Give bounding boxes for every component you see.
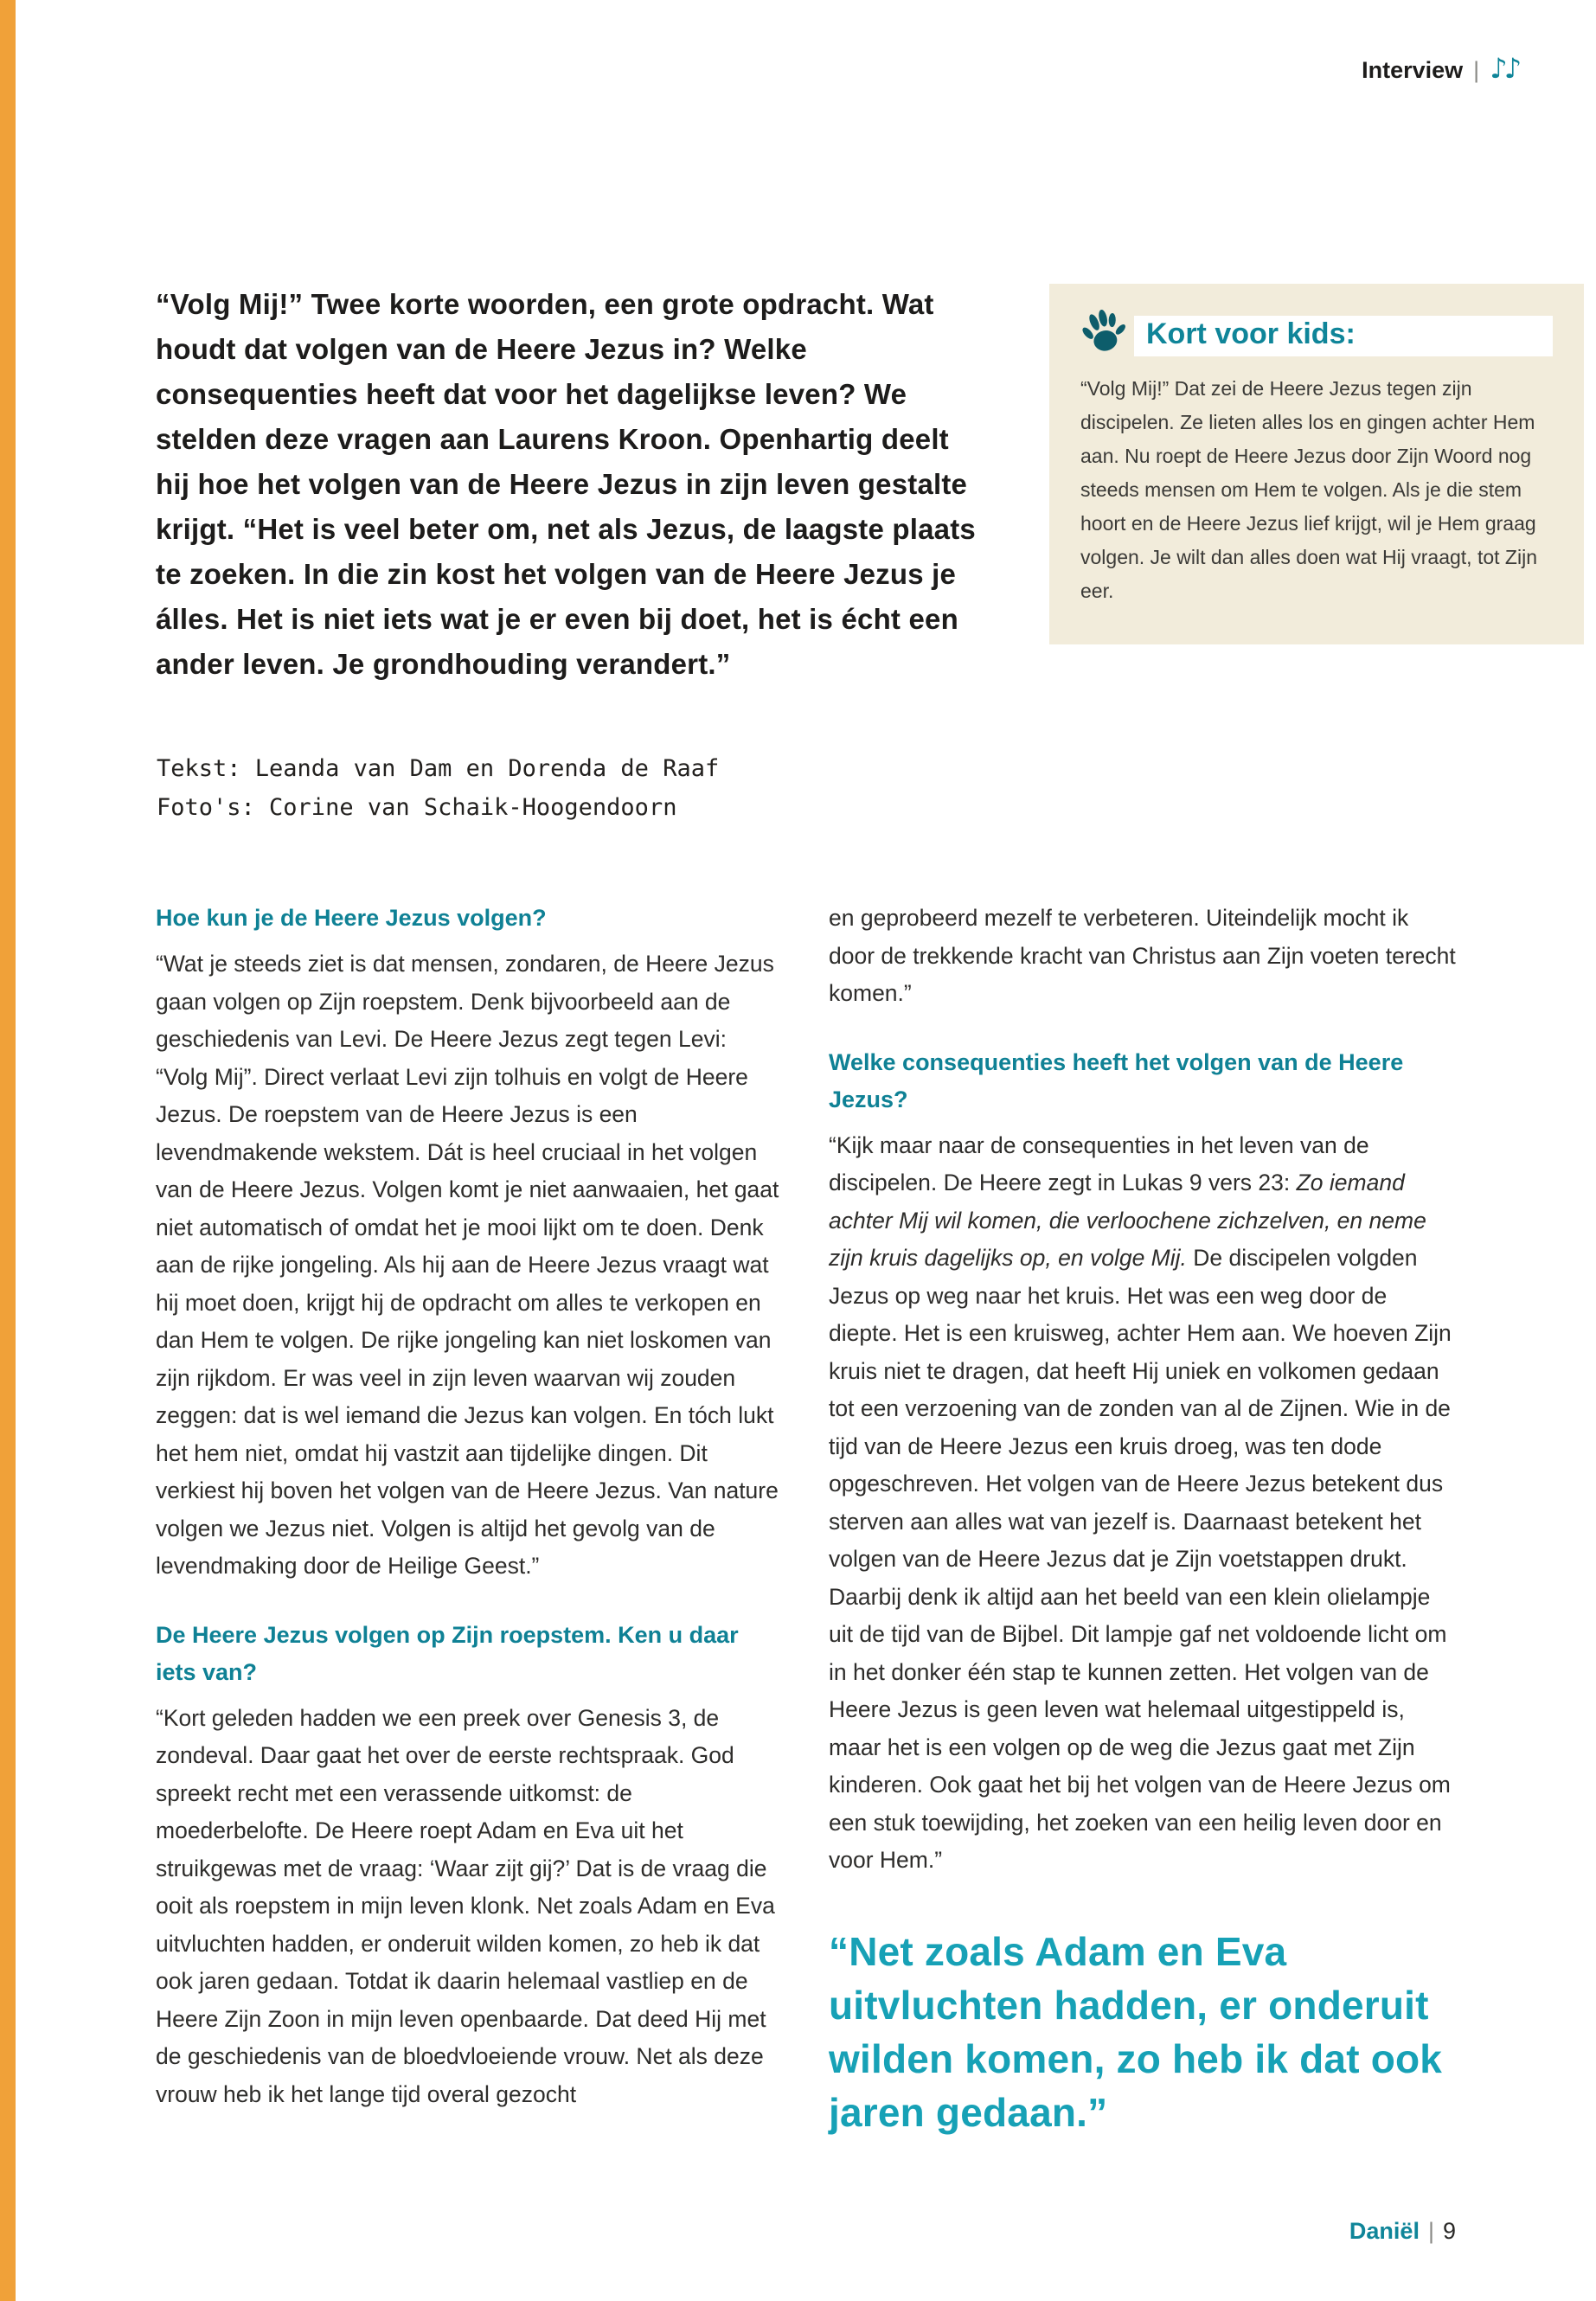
article-column-right	[829, 900, 1457, 2144]
kids-box-title: Kort voor kids:	[1134, 316, 1553, 356]
magazine-title: Daniël	[1349, 2218, 1420, 2244]
article-paragraph	[829, 1127, 1457, 1880]
page-footer	[1349, 2218, 1456, 2245]
paragraph-text: “Kijk maar naar de consequenties in het leven van de discipelen. De Heere zegt in Lukas 9 vers 23:	[829, 1131, 1369, 1195]
pull-quote: “Net zoals Adam en Eva uitvluchten hadden, er onderuit wilden komen, zo heb ik dat ook jaren gedaan.”	[829, 1928, 1443, 2135]
handprint-icon	[1080, 310, 1127, 356]
footer-separator: |	[1427, 2218, 1434, 2244]
kids-box-body: “Volg Mij!” Dat zei de Heere Jezus tegen zijn discipelen. Ze lieten alles los en gingen achter Hem aan. Nu roept de Heere Jezus door Zijn Woord nog steeds mensen om Hem te volgen. Als je die stem hoort en de Heere Jezus lief krijgt, wil je Hem graag volgen. Je wilt dan alles doen wat Hij vraagt, tot Zijn eer.	[1080, 377, 1537, 602]
music-notes-icon: ♪♪	[1490, 52, 1518, 85]
page-number: 9	[1442, 2218, 1456, 2244]
article-paragraph: “Kort geleden hadden we een preek over Genesis 3, de zondeval. Daar gaat het over de eerste rechtspraak. God spreekt recht met een verassende uitkomst: de moederbelofte. De Heere roept Adam en Eva uit het struikgewas met de vraag: ‘Waar zijt gij?’ Dat is de vraag die ooit als roepstem in mijn leven klonk. Net zoals Adam en Eva uitvluchten hadden, er onderuit wilden komen, zo heb ik dat ook jaren gedaan. Totdat ik daarin helemaal vastliep en de Heere Zijn Zoon in mijn leven openbaarde. Dat deed Hij met de geschiedenis van de bloedvloeiende vrouw. Net als deze vrouw heb ik het lange tijd overal gezocht	[156, 1704, 775, 2107]
kids-box-title-row	[1080, 310, 1553, 356]
article-column-left	[156, 900, 784, 2144]
left-accent-bar	[0, 0, 16, 2301]
byline-photo-credit: Foto's: Corine van Schaik-Hoogendoorn	[157, 794, 677, 821]
article-section	[829, 1044, 1457, 1880]
header-separator: |	[1473, 56, 1480, 83]
section-heading: Hoe kun je de Heere Jezus volgen?	[156, 905, 547, 931]
section-heading: De Heere Jezus volgen op Zijn roepstem. Ken u daar iets van?	[156, 1621, 739, 1685]
article-columns	[156, 900, 1457, 2144]
section-label: Interview	[1362, 56, 1464, 83]
byline	[157, 749, 719, 827]
kids-sidebar-box	[1049, 284, 1584, 644]
byline-text-credit: Tekst: Leanda van Dam en Dorenda de Raaf	[157, 755, 720, 782]
scripture-quote: Zo iemand achter Mij wil komen, die verloochene zichzelven, en neme zijn kruis dagelijks op, en volge Mij.	[829, 1170, 1426, 1271]
article-section	[156, 1617, 784, 2114]
paragraph-text: De discipelen volgden Jezus op weg naar het kruis. Het was een weg door de diepte. Het is een kruisweg, achter Hem aan. We hoeven Zijn kruis niet te dragen, dat heeft Hij uniek en volkomen gedaan tot een verzoening van de zonden van al de Zijnen. Wie in de tijd van de Heere Jezus een kruis droeg, was ten dode opgeschreven. Het volgen van de Heere Jezus betekent dus sterven aan alles wat van jezelf is. Daarnaast betekent het volgen van de Heere Jezus dat je Zijn voetstappen drukt. Daarbij denk ik altijd aan het beeld van een klein olielampje uit de tijd van de Bijbel. Dit lampje gaf net voldoende licht om in het donker één stap te kunnen zetten. Het volgen van de Heere Jezus is geen leven wat helemaal uitgestippeld is, maar het is een volgen op de weg die Jezus gaat met Zijn kinderen. Ook gaat het bij het volgen van de Heere Jezus om een stuk toewijding, het zoeken van een heilig leven door en voor Hem.”	[829, 1245, 1452, 1873]
article-paragraph: “Wat je steeds ziet is dat mensen, zondaren, de Heere Jezus gaan volgen op Zijn roepstem. Denk bijvoorbeeld aan de geschiedenis van Levi. De Heere Jezus zegt tegen Levi: “Volg Mij”. Direct verlaat Levi zijn tolhuis en volgt de Heere Jezus. De roepstem van de Heere Jezus is een levendmakende wekstem. Dát is heel cruciaal in het volgen van de Heere Jezus. Volgen komt je niet aanwaaien, het gaat niet automatisch of omdat het je mooi lijkt om te doen. Denk aan de rijke jongeling. Als hij aan de Heere Jezus vraagt wat hij moet doen, krijgt hij de opdracht om alles te verkopen en dan Hem te volgen. De rijke jongeling kan niet loskomen van zijn rijkdom. Er was veel in zijn leven waarvan wij zouden zeggen: dat is wel iemand die Jezus kan volgen. En tóch lukt het hem niet, omdat hij vastzit aan tijdelijke dingen. Dit verkiest hij boven het volgen van de Heere Jezus. Van nature volgen we Jezus niet. Volgen is altijd het gevolg van de levendmaking door de Heilige Geest.”	[156, 951, 779, 1579]
article-section	[156, 900, 784, 1586]
section-heading: Welke consequenties heeft het volgen van de Heere Jezus?	[829, 1048, 1404, 1112]
intro-paragraph: “Volg Mij!” Twee korte woorden, een grote opdracht. Wat houdt dat volgen van de Heere Jezus in? Welke consequenties heeft dat voor het dagelijkse leven? We stelden deze vragen aan Laurens Kroon. Openhartig deelt hij hoe het volgen van de Heere Jezus in zijn leven gestalte krijgt. “Het is veel beter om, net als Jezus, de laagste plaats te zoeken. In die zin kost het volgen van de Heere Jezus je álles. Het is niet iets wat je er even bij doet, het is écht een ander leven. Je grondhouding verandert.”	[156, 288, 976, 680]
page-header	[1362, 54, 1518, 87]
article-paragraph-continuation: en geprobeerd mezelf te verbeteren. Uiteindelijk mocht ik door de trekkende kracht van Christus aan Zijn voeten terecht komen.”	[829, 905, 1456, 1006]
